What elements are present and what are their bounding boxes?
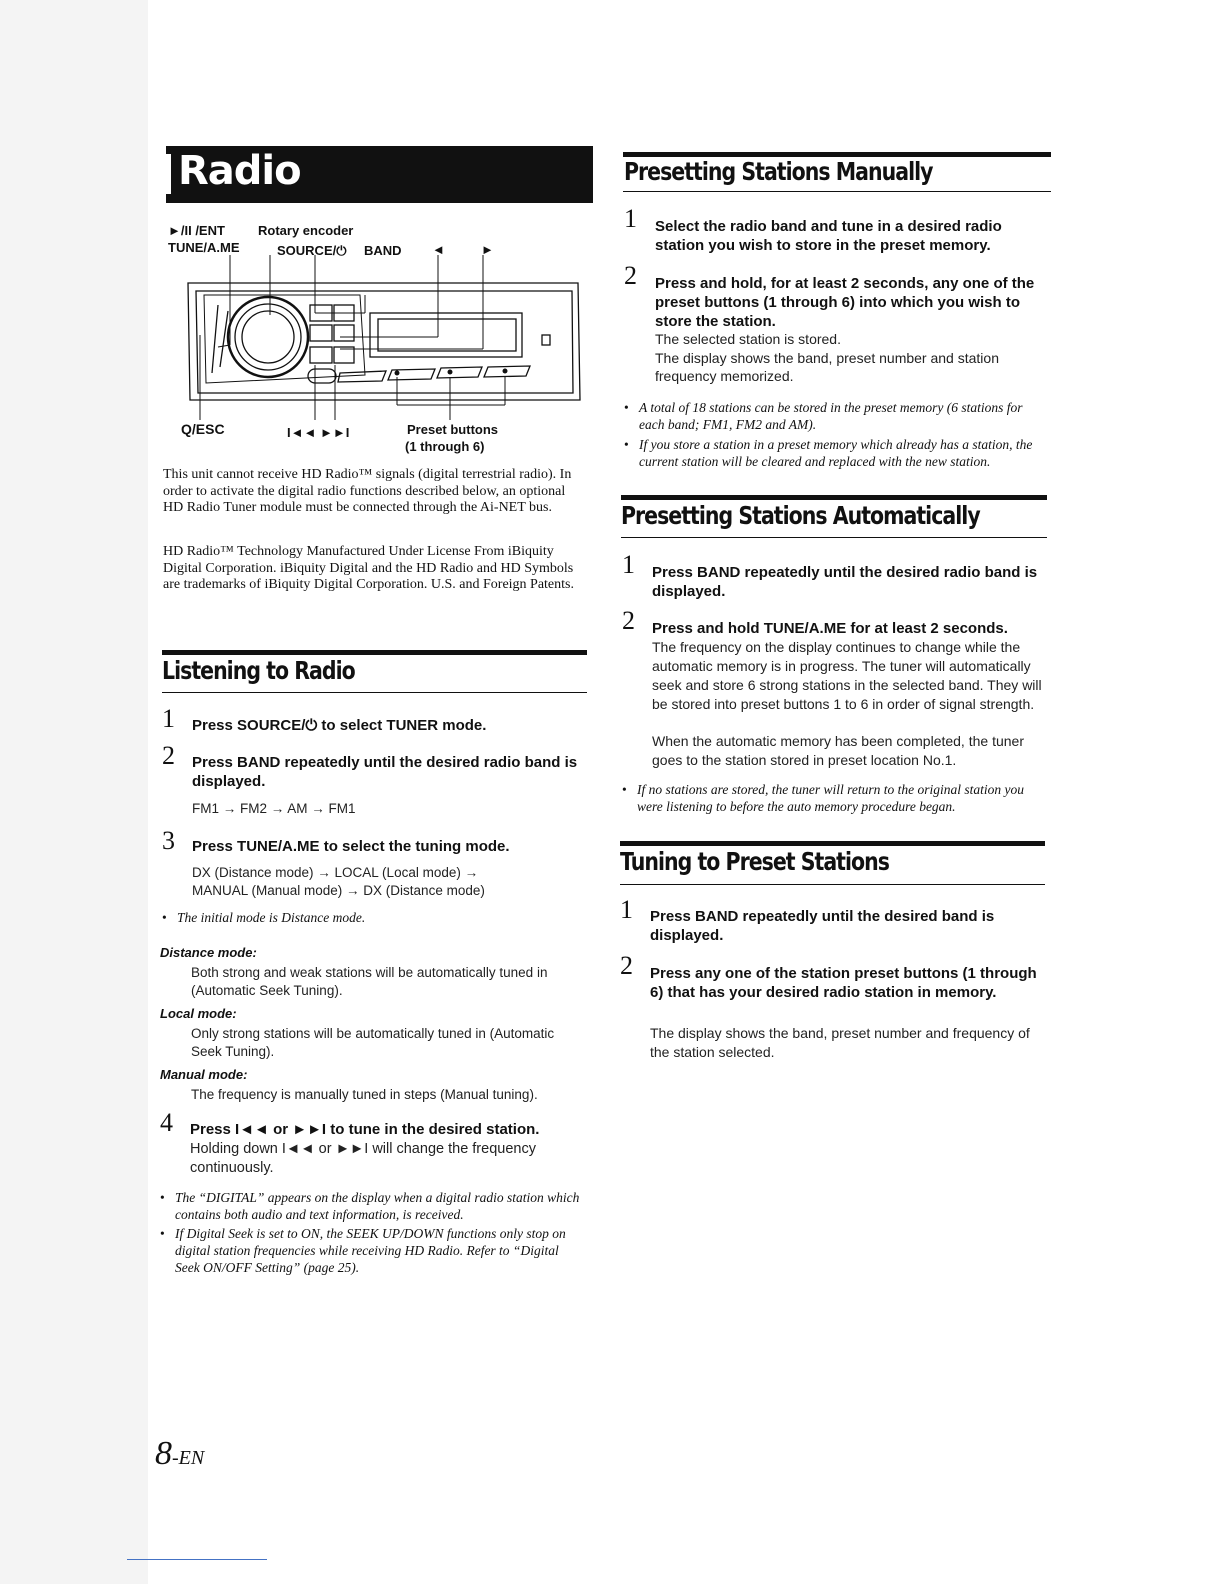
- page-number: 8-EN: [155, 1435, 205, 1472]
- step-text: Press BAND repeatedly until the desired radio band is displayed.: [192, 754, 578, 790]
- step-number: 1: [620, 895, 633, 924]
- label-source: SOURCE/⏻: [277, 243, 347, 258]
- step-number: 2: [622, 606, 635, 635]
- section-title-manual: Presetting Stations Manually: [624, 157, 933, 186]
- mode-sequence-line-2: MANUAL (Manual mode) → DX (Distance mode): [192, 883, 485, 898]
- local-mode-text: Only strong stations will be automatically tuned in (Automatic Seek Tuning).: [191, 1026, 555, 1059]
- step-number: 4: [160, 1108, 173, 1137]
- section-rule-bottom: [620, 884, 1045, 885]
- step-text: Press TUNE/A.ME to select the tuning mode.: [192, 838, 510, 855]
- step-number: 2: [624, 261, 637, 290]
- step-text: Select the radio band and tune in a desired radio station you wish to store in the preset memory.: [655, 218, 1002, 254]
- section-rule-top: [162, 650, 587, 655]
- page-title: Radio: [178, 148, 301, 194]
- intro-paragraph-1: This unit cannot receive HD Radio™ signals (digital terrestrial radio). In order to activate the digital radio functions described below, an optional HD Radio Tuner module must be connected through the Ai-NET bus.: [163, 467, 572, 515]
- step-text: Press BAND repeatedly until the desired radio band is displayed.: [652, 564, 1038, 600]
- label-band: BAND: [364, 243, 402, 258]
- step-text: Press I◄◄ or ►►I to tune in the desired station.: [190, 1121, 540, 1138]
- step-body: Holding down I◄◄ or ►►I will change the frequency continuously.: [190, 1141, 536, 1176]
- section-rule-top: [620, 841, 1045, 846]
- section-title-auto: Presetting Stations Automatically: [621, 501, 980, 530]
- band-sequence: FM1 → FM2 → AM → FM1: [192, 801, 356, 816]
- step-body: The display shows the band, preset number and frequency of the station selected.: [650, 1025, 1030, 1060]
- label-preset-range: (1 through 6): [405, 439, 485, 454]
- section-title-listening: Listening to Radio: [162, 656, 355, 685]
- note-replace-station: • If you store a station in a preset memory which already has a station, the current station will be cleared and replaced with the new station.: [624, 437, 1033, 469]
- section-rule-bottom: [623, 191, 1051, 192]
- step-number: 2: [162, 741, 175, 770]
- step-text: Press and hold TUNE/A.ME for at least 2 seconds.: [652, 620, 1008, 637]
- section-rule-top: [621, 495, 1047, 500]
- note-digital-seek: • If Digital Seek is set to ON, the SEEK UP/DOWN functions only stop on digital station frequencies while receiving HD Radio. Refer to “Digital Seek ON/OFF Setting” (page 25).: [160, 1226, 566, 1275]
- step-text: Press SOURCE/⏻ to select TUNER mode.: [192, 717, 487, 734]
- note-digital: • The “DIGITAL” appears on the display when a digital radio station which contains both audio and text information, is received.: [160, 1190, 580, 1222]
- local-mode-heading: Local mode:: [160, 1006, 237, 1021]
- step-number: 2: [620, 951, 633, 980]
- step-text: Press BAND repeatedly until the desired band is displayed.: [650, 908, 995, 944]
- step-number: 1: [622, 550, 635, 579]
- radio-header-bar: [166, 146, 593, 203]
- label-tune-ame: TUNE/A.ME: [168, 240, 240, 255]
- footer-link-underline: [127, 1559, 267, 1560]
- distance-mode-text: Both strong and weak stations will be automatically tuned in (Automatic Seek Tuning).: [191, 965, 548, 998]
- scan-page-edge: [0, 0, 148, 1584]
- label-preset-buttons: Preset buttons: [407, 422, 499, 437]
- label-prev-next: I◄◄ ►►I: [287, 425, 350, 440]
- section-rule-bottom: [621, 537, 1047, 538]
- step-body: The display shows the band, preset number and station frequency memorized.: [655, 350, 999, 384]
- mode-sequence-line-1: DX (Distance mode) → LOCAL (Local mode) →: [192, 865, 479, 880]
- label-rotary-encoder: Rotary encoder: [258, 223, 354, 238]
- step-number: 1: [162, 704, 175, 733]
- radio-unit-illustration: [160, 255, 590, 430]
- section-title-tuning: Tuning to Preset Stations: [620, 847, 889, 876]
- step-number: 1: [624, 204, 637, 233]
- manual-mode-text: The frequency is manually tuned in steps (Manual tuning).: [191, 1087, 538, 1102]
- section-rule-bottom: [162, 692, 587, 693]
- label-esc: Q/ESC: [181, 421, 225, 437]
- step-body: When the automatic memory has been completed, the tuner goes to the station stored in preset location No.1.: [652, 733, 1024, 768]
- header-accent: [166, 154, 171, 194]
- label-left-arrow: ◄: [432, 242, 445, 257]
- intro-paragraph-2: HD Radio™ Technology Manufactured Under License From iBiquity Digital Corporation. iBiquity Digital and the HD Radio and HD Symbols are trademarks of iBiquity Digital Corporation. U.S. and Foreign Patents.: [163, 544, 574, 592]
- note-no-stations: • If no stations are stored, the tuner will return to the original station you were listening to before the auto memory procedure began.: [622, 782, 1024, 814]
- step-text: Press and hold, for at least 2 seconds, any one of the preset buttons (1 through 6) into which you wish to store the station.: [655, 275, 1035, 330]
- step-body: The selected station is stored.: [655, 331, 841, 347]
- distance-mode-heading: Distance mode:: [160, 945, 257, 960]
- label-play-ent: ►/II /ENT: [168, 223, 225, 238]
- step-text: Press any one of the station preset buttons (1 through 6) that has your desired radio station in memory.: [650, 965, 1037, 1001]
- label-right-arrow: ►: [481, 242, 494, 257]
- manual-mode-heading: Manual mode:: [160, 1067, 248, 1082]
- step-number: 3: [162, 826, 175, 855]
- note-total-stations: • A total of 18 stations can be stored in the preset memory (6 stations for each band; FM1, FM2 and AM).: [624, 400, 1023, 432]
- step-body: The frequency on the display continues to change while the automatic memory is in progress. The tuner will automatically seek and store 6 strong stations in the selected band. They will be stored into preset buttons 1 to 6 in order of signal strength.: [652, 639, 1042, 712]
- note-initial-mode: • The initial mode is Distance mode.: [162, 910, 366, 925]
